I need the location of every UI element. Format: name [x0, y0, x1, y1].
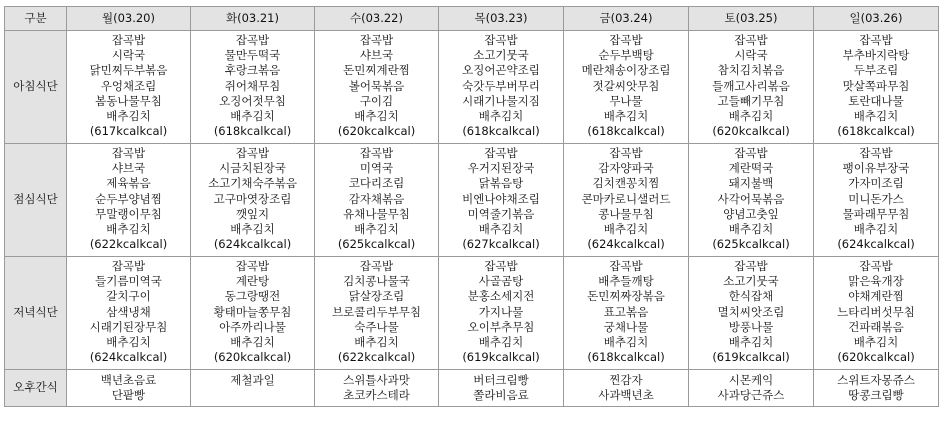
menu-item: 잡곡밥 — [484, 33, 518, 47]
menu-item: 닭볶음탕 — [478, 176, 524, 191]
menu-cell-snack-thu — [439, 370, 564, 407]
menu-item: (625kcalkcal) — [712, 237, 790, 252]
menu-item: 잡곡밥 — [235, 259, 270, 273]
menu-item: (619kcalkcal) — [462, 350, 540, 365]
menu-cell-breakfast-sun — [814, 31, 939, 144]
day-header-tue: 화(03.21) — [191, 7, 315, 31]
menu-item: 쫄라비음료 — [473, 388, 529, 403]
menu-item: 단팥빵 — [111, 388, 146, 403]
menu-item: 가자미조림 — [848, 176, 904, 191]
meal-row-lunch — [5, 144, 939, 257]
menu-item: 스위틀사과맛 — [343, 373, 410, 387]
menu-item: 잡곡밥 — [609, 146, 643, 160]
menu-item: 사각어묵볶음 — [717, 191, 785, 206]
menu-item: 미역국 — [359, 161, 394, 176]
menu-item: 소고기뭇국 — [473, 48, 529, 63]
menu-item: 잡곡밥 — [859, 259, 893, 273]
menu-item: (624kcalkcal) — [837, 237, 915, 252]
menu-item: 소고기채숙주볶음 — [208, 176, 297, 191]
menu-item: 잡곡밥 — [359, 259, 394, 273]
menu-item: 메란채송이장조림 — [581, 63, 671, 78]
menu-item: 샤브국 — [111, 161, 146, 176]
meal-row-breakfast — [5, 31, 939, 144]
meal-row-label: 아침식단 — [5, 31, 67, 144]
menu-item: 건파래볶음 — [848, 319, 904, 334]
menu-item: (619kcalkcal) — [712, 350, 790, 365]
menu-item: 샤브국 — [359, 48, 394, 63]
menu-cell-lunch-sat — [689, 144, 814, 257]
menu-item: 배추김치 — [478, 109, 524, 124]
menu-item: 맛살쪽파무침 — [842, 78, 910, 93]
menu-cell-lunch-thu — [439, 144, 564, 257]
menu-item: 동그랑땡전 — [224, 289, 281, 304]
menu-item: 잡곡밥 — [859, 146, 893, 160]
menu-item: 소고기뭇국 — [723, 274, 779, 289]
menu-item: 배추김치 — [106, 335, 151, 350]
menu-cell-snack-mon — [67, 370, 191, 407]
menu-item: (618kcalkcal) — [587, 124, 665, 139]
menu-item: 참치김치볶음 — [717, 63, 785, 78]
menu-item: 맑은육개장 — [848, 274, 904, 289]
menu-item: 배추김치 — [603, 109, 649, 124]
menu-item: 배추김치 — [106, 109, 151, 124]
menu-item: 사과당근쥬스 — [717, 388, 785, 403]
menu-item: 두부조림 — [853, 63, 899, 78]
menu-item: 잡곡밥 — [734, 259, 768, 273]
menu-item: 순두부양념찜 — [95, 191, 162, 206]
menu-item: 잡곡밥 — [484, 259, 518, 273]
menu-item: 느타리버섯무침 — [837, 304, 915, 319]
menu-item: 잡곡밥 — [235, 33, 270, 47]
menu-cell-snack-sun — [814, 370, 939, 407]
menu-item: 들깨고사리볶음 — [712, 78, 790, 93]
menu-item: 시래기나물지짐 — [462, 93, 540, 108]
menu-cell-breakfast-fri — [564, 31, 689, 144]
menu-item: 무나물 — [609, 93, 643, 108]
menu-item: 젓갈씨앗무침 — [592, 78, 660, 93]
menu-item: 배추김치 — [728, 109, 774, 124]
menu-item: 고들빼기무침 — [717, 93, 785, 108]
menu-item: 잡곡밥 — [609, 33, 643, 47]
day-header-sun: 일(03.26) — [814, 7, 939, 31]
menu-item: 쥐어채무침 — [224, 78, 281, 93]
menu-item: (627kcalkcal) — [462, 237, 540, 252]
menu-item: 비엔나야채조림 — [462, 191, 540, 206]
menu-cell-snack-sat — [689, 370, 814, 407]
menu-item: 감자채볶음 — [348, 191, 405, 206]
meal-row-label: 저녁식단 — [5, 257, 67, 370]
menu-item: 잡곡밥 — [484, 146, 518, 160]
menu-item: 감자양파국 — [598, 161, 654, 176]
menu-item: 순두부백탕 — [598, 48, 654, 63]
menu-item: 팽이유부장국 — [842, 161, 910, 176]
meal-row-label: 점심식단 — [5, 144, 67, 257]
menu-item: 배추김치 — [853, 109, 899, 124]
menu-item: 땅콩크림빵 — [848, 388, 904, 403]
menu-item: 시락국 — [111, 48, 146, 63]
menu-item: 초코카스테라 — [343, 388, 410, 403]
menu-item: 분홍소세지전 — [467, 289, 535, 304]
menu-item: (620kcalkcal) — [213, 350, 292, 365]
menu-item: 방풍나물 — [728, 319, 774, 334]
meal-row-snack — [5, 370, 939, 407]
menu-cell-breakfast-thu — [439, 31, 564, 144]
menu-cell-breakfast-tue — [191, 31, 315, 144]
menu-item: 무말랭이무침 — [95, 206, 162, 221]
menu-cell-dinner-tue — [191, 257, 315, 370]
menu-item: 오징어젓무침 — [219, 93, 286, 108]
menu-item: 잡곡밥 — [111, 259, 146, 273]
menu-item: 배추김치 — [853, 222, 899, 237]
menu-item: 김치캔꽁치찜 — [592, 176, 660, 191]
menu-cell-dinner-fri — [564, 257, 689, 370]
menu-item: 찐감자 — [609, 373, 643, 387]
menu-cell-breakfast-mon — [67, 31, 191, 144]
menu-cell-lunch-wed — [315, 144, 439, 257]
day-header-wed: 수(03.22) — [315, 7, 439, 31]
menu-item: (617kcalkcal) — [89, 124, 168, 139]
menu-item: 배추김치 — [230, 109, 275, 124]
menu-item: 오이부추무침 — [467, 319, 535, 334]
menu-item: 들기름미역국 — [95, 274, 162, 289]
menu-item: 갈치구이 — [106, 289, 151, 304]
menu-item: 시금치된장국 — [219, 161, 286, 176]
menu-item: 제육볶음 — [106, 176, 151, 191]
menu-item: 봄동나물무침 — [95, 93, 162, 108]
menu-item: 구이김 — [359, 93, 394, 108]
menu-item: 미역줄기볶음 — [467, 206, 535, 221]
menu-item: 물만두떡국 — [224, 48, 281, 63]
day-header-fri: 금(03.24) — [564, 7, 689, 31]
menu-cell-dinner-sun — [814, 257, 939, 370]
menu-item: 깻잎지 — [235, 206, 270, 221]
menu-item: 잡곡밥 — [111, 146, 146, 160]
menu-item: 볼어묵볶음 — [348, 78, 405, 93]
menu-item: (618kcalkcal) — [462, 124, 540, 139]
menu-item: 우엉채조림 — [100, 78, 157, 93]
menu-item: 배추김치 — [728, 222, 774, 237]
menu-item: 돈민찌짜장볶음 — [587, 289, 665, 304]
menu-cell-dinner-sat — [689, 257, 814, 370]
menu-item: 숙주나물 — [354, 319, 399, 334]
menu-item: 유채나물무침 — [343, 206, 410, 221]
menu-item: 콘마카로니샐러드 — [581, 191, 671, 206]
menu-item: (618kcalkcal) — [213, 124, 292, 139]
menu-item: 우거지된장국 — [467, 161, 535, 176]
menu-item: 배추김치 — [478, 335, 524, 350]
menu-body — [5, 31, 939, 407]
menu-item: 잡곡밥 — [111, 33, 146, 47]
menu-item: 잡곡밥 — [235, 146, 270, 160]
meal-row-label: 오후간식 — [5, 370, 67, 407]
menu-cell-snack-wed — [315, 370, 439, 407]
menu-item: 숙갓두부버무리 — [462, 78, 540, 93]
menu-item: 잡곡밥 — [359, 146, 394, 160]
menu-item: (625kcalkcal) — [337, 237, 416, 252]
menu-item: (618kcalkcal) — [587, 350, 665, 365]
menu-item: 잡곡밥 — [609, 259, 643, 273]
menu-cell-lunch-sun — [814, 144, 939, 257]
day-header-sat: 토(03.25) — [689, 7, 814, 31]
menu-item: (620kcalkcal) — [337, 124, 416, 139]
menu-item: 한식잡채 — [728, 289, 774, 304]
menu-item: 닭민찌두부볶음 — [89, 63, 168, 78]
menu-item: 배추김치 — [603, 222, 649, 237]
menu-item: 부추바지락탕 — [842, 48, 910, 63]
menu-item: 스위트자몽쥬스 — [837, 373, 915, 387]
day-header-mon: 월(03.20) — [67, 7, 191, 31]
menu-item: 잡곡밥 — [859, 33, 893, 47]
menu-item: 제철과일 — [230, 373, 275, 387]
menu-item: 배추김치 — [354, 335, 399, 350]
menu-item: 야채계란찜 — [848, 289, 904, 304]
corner-header: 구분 — [5, 7, 67, 31]
menu-item: 배추김치 — [728, 335, 774, 350]
menu-item: 배추김치 — [354, 222, 399, 237]
menu-item: (624kcalkcal) — [89, 350, 168, 365]
menu-item: 잡곡밥 — [359, 33, 394, 47]
menu-item: 백년초음료 — [100, 373, 157, 387]
menu-item: 배추김치 — [853, 335, 899, 350]
menu-cell-snack-tue — [191, 370, 315, 407]
day-header-thu: 목(03.23) — [439, 7, 564, 31]
menu-item: 아주까리나물 — [219, 319, 286, 334]
menu-item: 버터크림빵 — [473, 373, 529, 387]
menu-item: 배추김치 — [230, 222, 275, 237]
menu-item: 삼색냉채 — [106, 304, 151, 319]
menu-item: 사골곰탕 — [478, 274, 524, 289]
menu-cell-breakfast-sat — [689, 31, 814, 144]
menu-item: 황태마늘쫑무침 — [213, 304, 292, 319]
menu-item: 토란대나물 — [848, 93, 904, 108]
menu-cell-dinner-mon — [67, 257, 191, 370]
menu-item: 돈민찌계란찜 — [343, 63, 410, 78]
menu-item: (624kcalkcal) — [213, 237, 292, 252]
menu-item: 계란탕 — [235, 274, 270, 289]
menu-cell-dinner-thu — [439, 257, 564, 370]
menu-item: 돼지불백 — [728, 176, 774, 191]
menu-cell-lunch-mon — [67, 144, 191, 257]
menu-item: 김치콩나물국 — [343, 274, 410, 289]
menu-item: 오징어곤약조림 — [462, 63, 540, 78]
menu-item: 후랑크볶음 — [224, 63, 281, 78]
menu-item: 고구마엿장조림 — [213, 191, 292, 206]
menu-item: 배추들깨탕 — [598, 274, 654, 289]
menu-item: 시래기된장무침 — [89, 319, 168, 334]
menu-item: 시몬케익 — [728, 373, 774, 387]
menu-item: 궁채나물 — [603, 319, 649, 334]
menu-item: 시락국 — [734, 48, 768, 63]
menu-item: 코다리조림 — [348, 176, 405, 191]
menu-item: 양념고춧잎 — [723, 206, 779, 221]
menu-item: (622kcalkcal) — [337, 350, 416, 365]
menu-item: 콩나물무침 — [598, 206, 654, 221]
menu-cell-breakfast-wed — [315, 31, 439, 144]
menu-item: 표고볶음 — [603, 304, 649, 319]
menu-item: 물파래무무침 — [842, 206, 910, 221]
menu-item: (620kcalkcal) — [837, 350, 915, 365]
weekly-meal-table — [4, 6, 939, 407]
menu-cell-dinner-wed — [315, 257, 439, 370]
menu-item: (620kcalkcal) — [712, 124, 790, 139]
menu-item: 사과백년초 — [598, 388, 654, 403]
menu-cell-lunch-tue — [191, 144, 315, 257]
menu-item: 배추김치 — [106, 222, 151, 237]
menu-cell-lunch-fri — [564, 144, 689, 257]
menu-item: 배추김치 — [230, 335, 275, 350]
menu-item: 닭살장조림 — [348, 289, 405, 304]
menu-item: 잡곡밥 — [734, 146, 768, 160]
meal-row-dinner — [5, 257, 939, 370]
menu-item: (618kcalkcal) — [837, 124, 915, 139]
menu-item: 배추김치 — [354, 109, 399, 124]
menu-item: (622kcalkcal) — [89, 237, 168, 252]
menu-item: 멸치씨앗조림 — [717, 304, 785, 319]
menu-item: 가지나물 — [478, 304, 524, 319]
menu-cell-snack-fri — [564, 370, 689, 407]
menu-item: 미니돈가스 — [848, 191, 904, 206]
menu-item: 계란떡국 — [728, 161, 774, 176]
menu-item: 배추김치 — [478, 222, 524, 237]
menu-item: 브로콜리두부무침 — [332, 304, 421, 319]
menu-item: 배추김치 — [603, 335, 649, 350]
menu-item: (624kcalkcal) — [587, 237, 665, 252]
header-row — [5, 7, 939, 31]
menu-item: 잡곡밥 — [734, 33, 768, 47]
